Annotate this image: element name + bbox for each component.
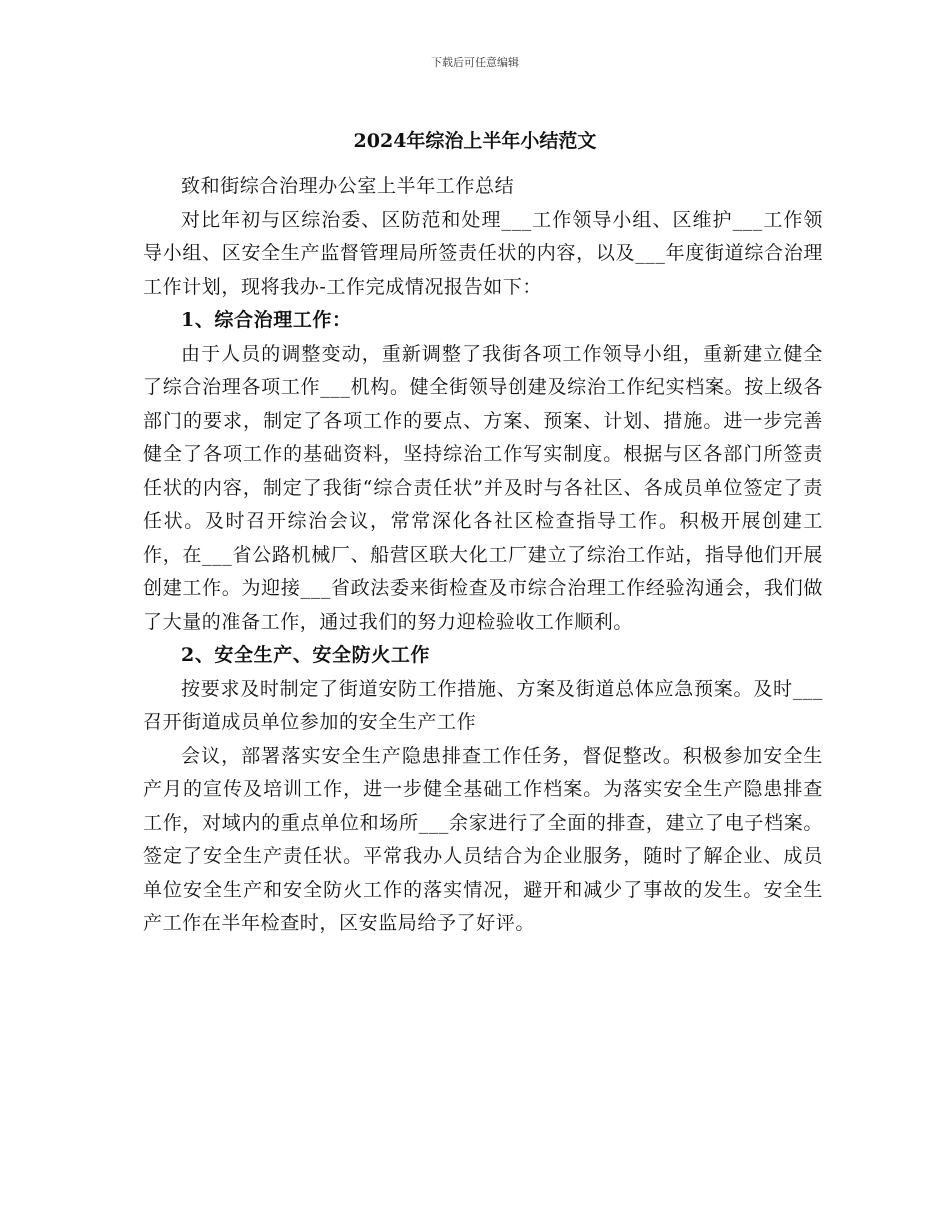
paragraph-safety-meeting: 会议，部署落实安全生产隐患排查工作任务，督促整改。积极参加安全生产月的宣传及培训工作，进一步健全基础工作档案。为落实安全生产隐患排查工作，对域内的重点单位和场所___余家进行了全面的排查，建立了电子档案。签定了安全生产责任状。平常我办人员结合为企业服务，随时了解企业、成员单位安全生产和安全防火工作的落实情况，避开和减少了事故的发生。安全生产工作在半年检查时，区安监局给予了好评。 [143,744,823,934]
paragraph-safety-measures: 按要求及时制定了街道安防工作措施、方案及街道总体应急预案。及时___召开街道成员单位参加的安全生产工作 [143,677,823,733]
section-heading-safety-production: 2、安全生产、安全防火工作 [181,644,431,666]
header-note: 下载后可任意编辑 [431,56,519,69]
paragraph-intro: 对比年初与区综治委、区防范和处理___工作领导小组、区维护___工作领导小组、区安全生产监督管理局所签责任状的内容，以及___年度街道综合治理工作计划，现将我办-工作完成情况报告如下： [143,208,823,298]
paragraph-comprehensive-governance: 由于人员的调整变动，重新调整了我街各项工作领导小组，重新建立健全了综合治理各项工作___机构。健全街领导创建及综治工作纪实档案。按上级各部门的要求，制定了各项工作的要点、方案、预案、计划、措施。进一步完善健全了各项工作的基础资料，坚持综治工作写实制度。根据与区各部门所签责任状的内容，制定了我街“综合责任状”并及时与各社区、各成员单位签定了责任状。及时召开综治会议，常常深化各社区检查指导工作。积极开展创建工作，在___省公路机械厂、船营区联大化工厂建立了综治工作站，指导他们开展创建工作。为迎接___省政法委来街检查及市综合治理工作经验沟通会，我们做了大量的准备工作，通过我们的努力迎检验收工作顺利。 [143,342,823,633]
document-body [143,170,823,941]
section-heading-comprehensive-governance: 1、综合治理工作： [181,309,352,331]
paragraph-recipient: 致和街综合治理办公室上半年工作总结 [181,175,515,197]
document-title: 2024年综治上半年小结范文 [353,130,597,152]
